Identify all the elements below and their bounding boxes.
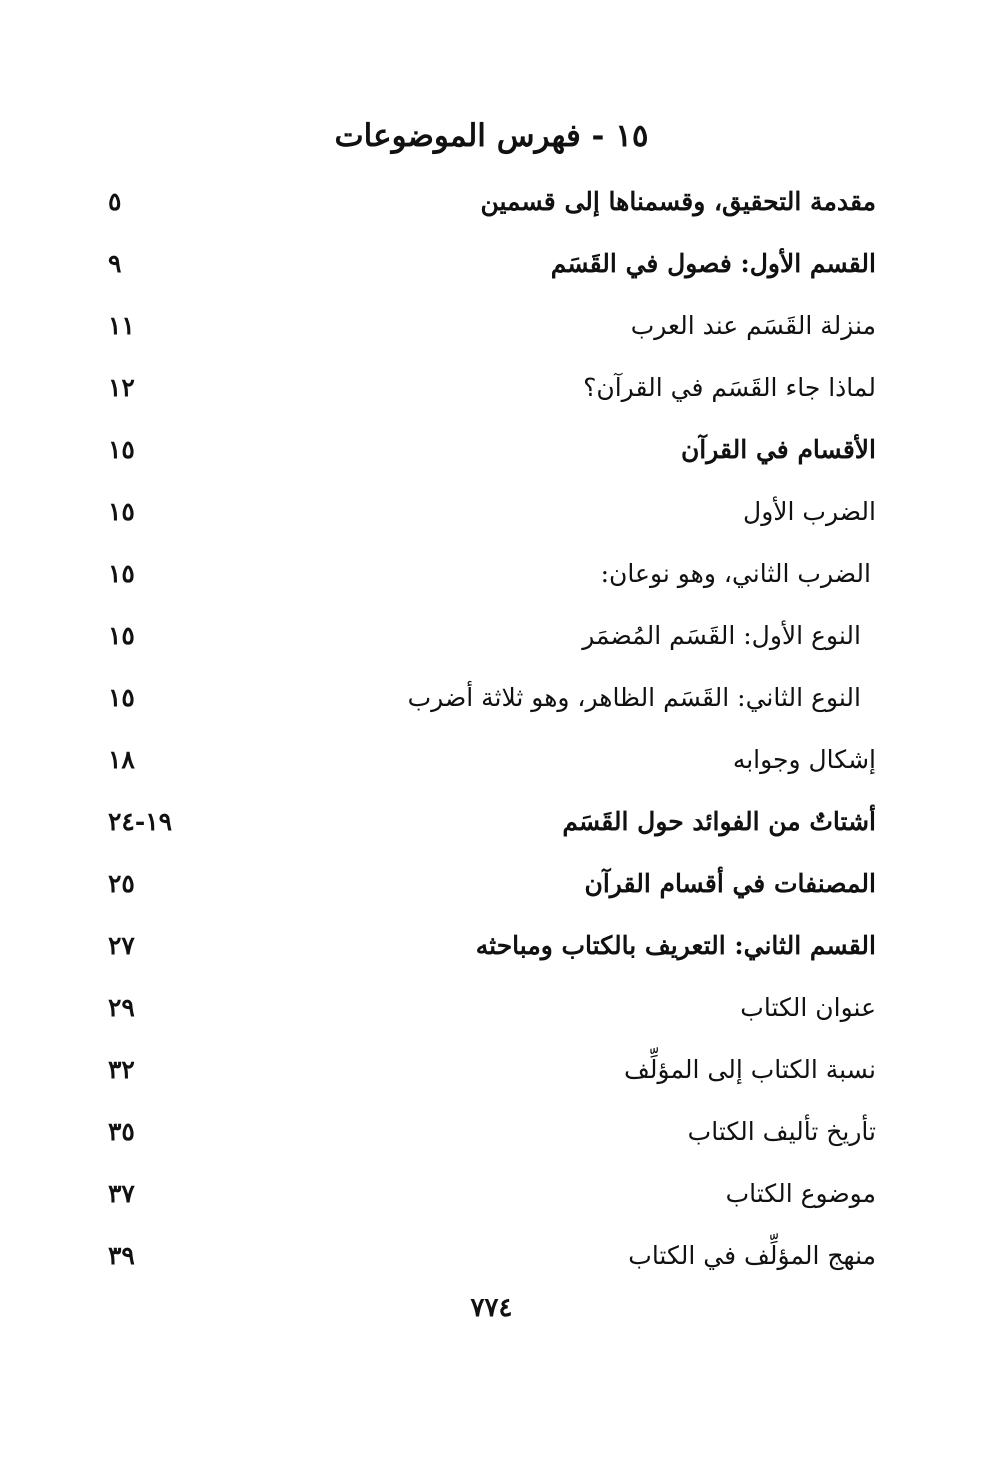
toc-entry-title: المصنفات في أقسام القرآن	[584, 869, 876, 898]
toc-entry-title: موضوع الكتاب	[725, 1179, 876, 1208]
toc-entry-page: ٣٢	[108, 1055, 135, 1084]
toc-entry-title: النوع الثاني: القَسَم الظاهر، وهو ثلاثة أضرب	[407, 683, 861, 712]
toc-entry	[0, 362, 983, 424]
toc-entry	[0, 920, 983, 982]
toc-entry-page: ٢٩	[108, 993, 135, 1022]
page-number: ٧٧٤	[470, 1293, 513, 1323]
toc-entry	[0, 610, 983, 672]
toc-entry-title: القسم الثاني: التعريف بالكتاب ومباحثه	[475, 931, 876, 960]
toc-entry-page: ١٨	[108, 745, 135, 774]
toc-entry-page: ١٥	[108, 683, 135, 712]
toc-entry-page: ١٥	[108, 435, 135, 464]
toc-entry-title: مقدمة التحقيق، وقسمناها إلى قسمين	[480, 187, 876, 216]
toc-entry-page: ٥	[108, 187, 122, 216]
toc-entry-page: ٢٥	[108, 869, 135, 898]
toc-entry	[0, 238, 983, 300]
toc-entry-page: ٣٧	[108, 1179, 135, 1208]
toc-entry-title: منزلة القَسَم عند العرب	[630, 311, 876, 340]
toc-entry	[0, 300, 983, 362]
toc-entry	[0, 424, 983, 486]
toc-entry-title: الضرب الأول	[743, 497, 876, 526]
toc-entry-title: لماذا جاء القَسَم في القرآن؟	[583, 373, 876, 402]
toc-entry-page: ١٢	[108, 373, 135, 402]
toc-entry-title: إشكال وجوابه	[732, 745, 876, 774]
table-of-contents	[0, 176, 983, 1292]
toc-entry-title: القسم الأول: فصول في القَسَم	[550, 249, 876, 278]
toc-entry	[0, 672, 983, 734]
toc-entry-page: ٢٧	[108, 931, 135, 960]
toc-entry	[0, 548, 983, 610]
toc-entry-page: ٣٩	[108, 1241, 135, 1270]
toc-entry-page: ١٥	[108, 621, 135, 650]
toc-entry	[0, 1230, 983, 1292]
toc-entry	[0, 734, 983, 796]
toc-entry-title: الأقسام في القرآن	[680, 435, 876, 464]
toc-entry-page: ١٥	[108, 497, 135, 526]
page-title: ١٥ - فهرس الموضوعات	[334, 118, 649, 154]
toc-entry-title: تأريخ تأليف الكتاب	[687, 1117, 876, 1146]
toc-entry-page: ٩	[108, 249, 122, 278]
toc-entry	[0, 1168, 983, 1230]
toc-entry	[0, 796, 983, 858]
toc-entry-title: أشتاتٌ من الفوائد حول القَسَم	[562, 807, 876, 836]
toc-entry-title: النوع الأول: القَسَم المُضمَر	[582, 621, 861, 650]
toc-entry	[0, 982, 983, 1044]
toc-entry-page: ٣٥	[108, 1117, 135, 1146]
toc-entry	[0, 176, 983, 238]
toc-entry-title: نسبة الكتاب إلى المؤلِّف	[624, 1055, 876, 1084]
toc-entry-title: منهج المؤلِّف في الكتاب	[628, 1241, 876, 1270]
toc-entry-page: ١١	[108, 311, 135, 340]
toc-entry	[0, 858, 983, 920]
toc-entry	[0, 1106, 983, 1168]
toc-entry	[0, 1044, 983, 1106]
toc-entry-title: الضرب الثاني، وهو نوعان:	[600, 559, 871, 588]
toc-entry-title: عنوان الكتاب	[740, 993, 876, 1022]
toc-entry-page: ١٩-٢٤	[108, 807, 173, 836]
toc-entry-page: ١٥	[108, 559, 135, 588]
toc-entry	[0, 486, 983, 548]
